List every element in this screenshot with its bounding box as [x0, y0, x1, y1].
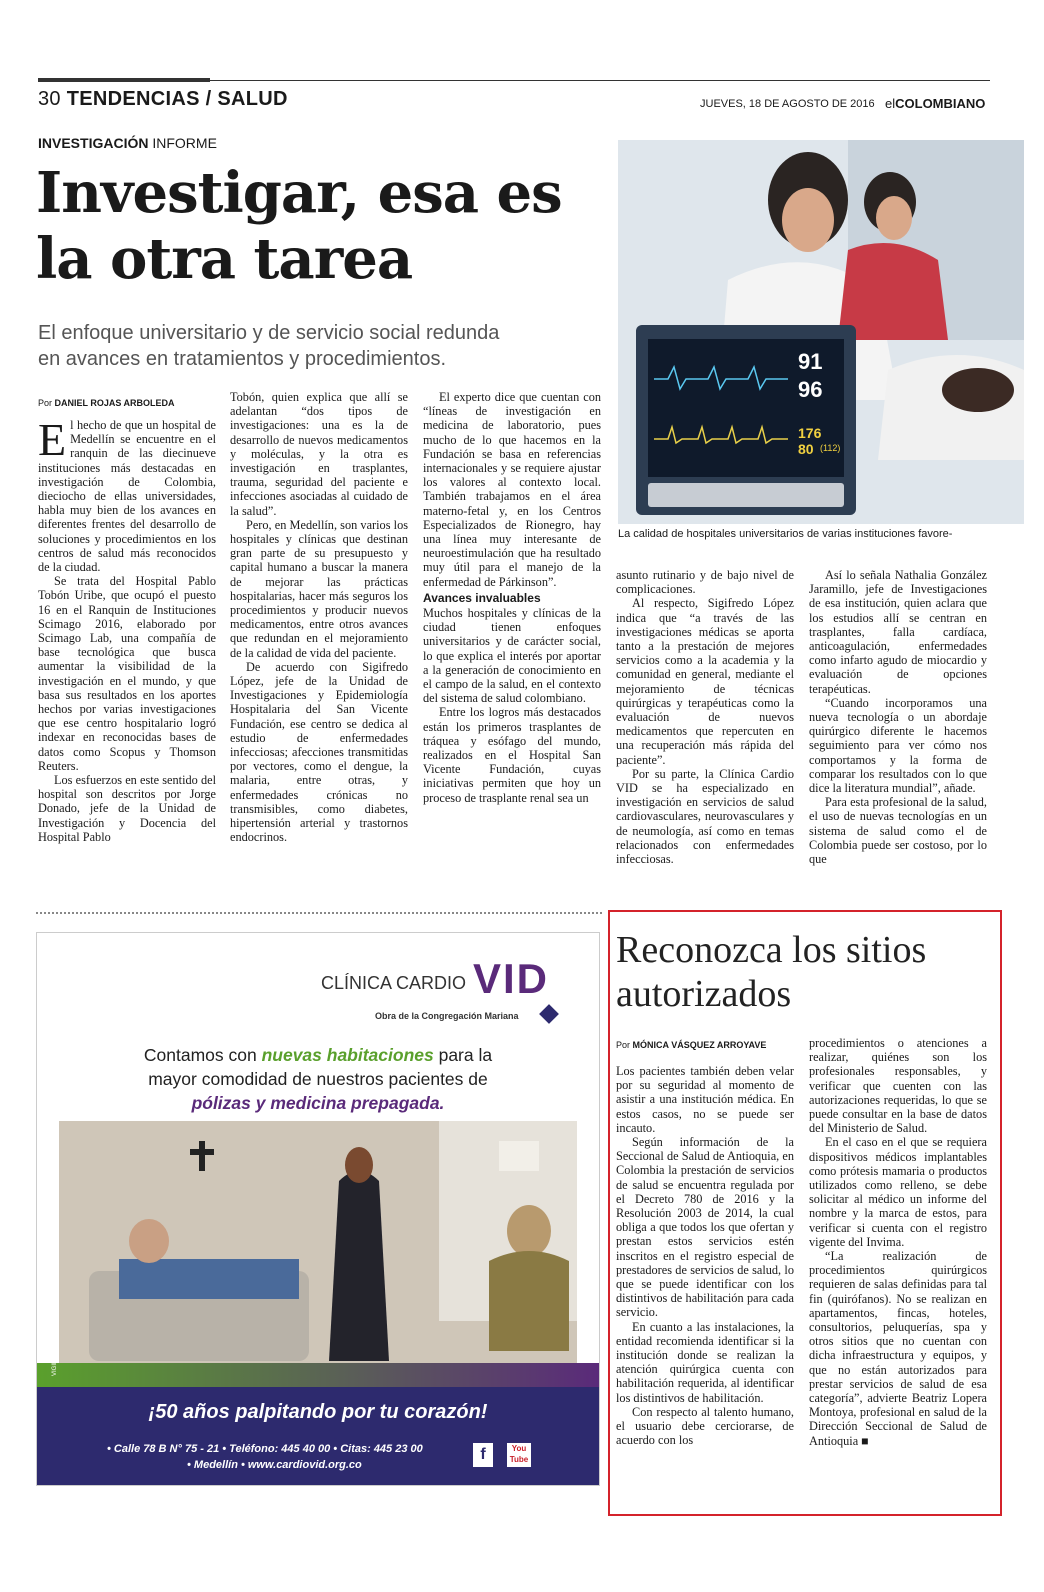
sidebar-byline: [616, 1040, 766, 1050]
issue-date: JUEVES, 18 DE AGOSTO DE 2016: [700, 98, 875, 110]
sidebar-column-1: [616, 1064, 794, 1447]
brand-prefix: el: [885, 96, 896, 111]
ad-text: Contamos con: [143, 1045, 262, 1065]
article-kicker: [38, 135, 217, 151]
sidebar-headline-line-2: autorizados: [616, 973, 792, 1015]
article-subhead: Avances invaluables: [423, 590, 541, 605]
article-paragraph: En cuanto a las instalaciones, la entidad recomienda identificar si la institución donde se realizan la atención quirúrgica cuenta con habilitación requerida, al identificar los distintivos de habilitación.: [616, 1319, 794, 1405]
headline-line-2: la otra tarea: [36, 226, 413, 292]
ad-contact-line-2: • Medellín • www.cardiovid.org.co: [187, 1459, 362, 1471]
article-paragraph: [809, 1249, 987, 1448]
article-paragraph: Por su parte, la Clínica Cardio VID se ha especializado en investigación en servicios de salud cardiovasculares, neurovasculares y de neumología, así como en temas relacionados con enfermedades infecciosas.: [616, 766, 794, 867]
article-paragraph: Se trata del Hospital Pablo Tobón Uribe, que ocupó el puesto 16 en el Ranquin de Instituciones Scimago 2016, elaborado por Scimago Lab, una compañía de base tecnológica que busca aumentar la visibilidad de la investigación en el mundo, y que basa sus resultados en los aportes hechos por varias investigaciones que ese centro hospitalario logró indexar en reconocidas bases de datos como Scopus y Thomson Reuters.: [38, 574, 216, 773]
ad-contact-line-1: • Calle 78 B N° 75 - 21 • Teléfono: 445 40 00 • Citas: 445 23 00: [107, 1443, 423, 1455]
byline-prefix: Por: [38, 398, 53, 408]
deck-line-2: en avances en tratamientos y procedimientos.: [38, 348, 446, 370]
article-paragraph: Al respecto, Sigifredo López indica que “a través de las investigaciones médicas se aporta tanto a la prestación de mejores servicios como a la academia y la comunidad en general, mediante el mejoramiento de técnicas quirúrgicas y terapéuticas como la evaluación de nuevos medicamentos que repercuten en una recuperación más rápida del paciente”.: [616, 596, 794, 767]
article-paragraph: De acuerdo con Sigifredo López, jefe de la Unidad de Investigaciones y Epidemiología Hospitalaria del San Vicente Fundación, ese centro se dedica al estudio de enfermedades infecciosas; afecciones transmitidas por vectores, como el dengue, la malaria, entre otras, y enfermedades crónicas no transmisibles, como diabetes, hipertensión arterial y trastornos endocrinos.: [230, 659, 408, 845]
article-paragraph: Así lo señala Nathalia González Jaramillo, jefe de Investigaciones de esa institución, quien aclara que los estudios allí se centran en trasplantes, falla cardíaca, anticoagulación, enfermedades como infarto agudo de miocardio y evaluación de opciones terapéuticas.: [809, 568, 987, 696]
ad-color-band: [37, 1363, 599, 1387]
article-paragraph: Los esfuerzos en este sentido del hospital son descritos por Jorge Donado, jefe de la Unidad de Investigación y Docencia del Hospital Pablo: [38, 773, 216, 844]
article-column-4: [616, 568, 794, 866]
monitor-keypad: [648, 483, 844, 507]
sidebar-column-2: [809, 1036, 987, 1448]
photo-caption: La calidad de hospitales universitarios de varias instituciones favore-: [618, 528, 953, 540]
article-paragraph: Muchos hospitales y clínicas de la ciudad tienen enfoques universitarios y de carácter social, lo que explica el interés por aportar a la generación de conocimiento en el campo de la salud, en el contexto del sistema de salud colombiano.: [423, 606, 601, 706]
section-slash: /: [205, 88, 212, 110]
vid-logo-text: VID: [473, 955, 550, 1002]
end-mark-icon: ■: [861, 1433, 869, 1448]
section-header: [38, 88, 288, 111]
facebook-icon: f: [473, 1443, 493, 1467]
article-paragraph: Pero, en Medellín, son varios los hospitales y clínicas que destinan gran parte de su presupuesto y capital humano a buscar la manera de mejorar las prácticas hospitalarias, hacer más seguros los procedimientos y producir nuevos medicamentos, entre otros avances que redundan en el mejoramiento de la calidad de vida del paciente.: [230, 517, 408, 660]
monitor-value-spo2: 96: [798, 377, 823, 402]
monitor-screen: [648, 339, 844, 477]
monitor-value-dia: 80: [798, 441, 814, 457]
byline-name: MÓNICA VÁSQUEZ ARROYAVE: [632, 1040, 767, 1050]
article-byline: [38, 398, 175, 408]
main-headline: [36, 160, 562, 292]
kicker-light: INFORME: [152, 135, 217, 151]
paragraph-text: l hecho de que un hospital de Medellín se encuentre en el ranquin de las diecinueve instituciones más destacadas en investigación de Colombia, dieciocho de ellas universidades, habla muy bien de los avances en diferentes frentes del desarrollo de soluciones y procedimientos en los centros de salud más reconocidos de la ciudad.: [38, 418, 216, 575]
article-paragraph: Según información de la Seccional de Salud de Antioquia, en Colombia la prestación de servicios de salud se encuentra regulada por el Decreto 780 de 2016 y la Resolución 2003 de 2014, la cual obliga a que todos los que ofertan y prestan estos servicios estén inscritos en el registro especial de prestadores de servicios de salud, lo que se puede identificar con los distintivos de habilitación para cada servicio.: [616, 1135, 794, 1320]
supersalud-label: VIGILADO Supersalud: [52, 1315, 58, 1376]
patient-monitor: [636, 325, 856, 515]
kicker-bold: INVESTIGACIÓN: [38, 135, 149, 151]
ad-message-line-3: pólizas y medicina prepagada.: [191, 1093, 445, 1113]
byline-prefix: Por: [616, 1040, 631, 1050]
ad-footer: [37, 1387, 599, 1485]
article-paragraph: Con respecto al talento humano, el usuario debe cerciorarse, de acuerdo con los: [616, 1404, 794, 1448]
ad-tagline: Obra de la Congregación Mariana: [375, 1011, 519, 1021]
cardio-vid-advertisement: [36, 932, 600, 1486]
article-paragraph: Tobón, quien explica que allí se adelantan “dos tipos de investigaciones: una es la de desarrollo de nuevos medicamentos y moléculas, y la otra es investigación en trasplantes, trauma, seguridad del paciente e infecciones asociadas al cuidado de la salud”.: [230, 390, 408, 518]
ad-text: para la: [433, 1045, 493, 1065]
youtube-icon: You Tube: [507, 1443, 531, 1467]
ad-message: [37, 1043, 599, 1115]
ad-clinic-name: CLÍNICA CARDIO: [321, 973, 467, 993]
ad-message-line-1: [37, 1043, 599, 1067]
hospital-room-photo: [59, 1121, 577, 1373]
ad-slogan: ¡50 años palpitando por tu corazón!: [148, 1401, 488, 1423]
article-column-2: [230, 390, 408, 845]
hospital-photo: [618, 140, 1024, 524]
sidebar-headline-line-1: Reconozca los sitios: [616, 929, 927, 971]
byline-name: DANIEL ROJAS ARBOLEDA: [54, 398, 175, 408]
headline-line-1: Investigar, esa es: [36, 160, 562, 226]
masthead-rule: [38, 80, 990, 81]
drop-cap: E: [38, 414, 67, 465]
monitor-value-hr: 91: [798, 349, 823, 374]
section-divider: [36, 912, 602, 914]
article-column-1: [38, 414, 216, 844]
ad-highlight-green: nuevas habitaciones: [261, 1045, 434, 1065]
article-paragraph: Los pacientes también deben velar por su seguridad al momento de asistir a una institución médica. En estos casos, no se puede ser incauto.: [616, 1064, 794, 1135]
monitor-value-map: (112): [820, 443, 841, 453]
article-paragraph: Para esta profesional de la salud, el uso de nuevas tecnologías en un sistema de salud como el de Colombia puede ser costoso, por lo que: [809, 795, 987, 867]
ad-message-line-2: mayor comodidad de nuestros pacientes de: [148, 1069, 488, 1089]
article-column-5: [809, 568, 987, 866]
article-paragraph: Entre los logros más destacados están los primeros trasplantes de tráquea y esófago del mundo, realizados en el Hospital San Vicente Fundación, cuyas iniciativas permiten que hoy un proceso de trasplante renal sea un: [423, 705, 601, 805]
brand-name: COLOMBIANO: [895, 96, 986, 111]
article-paragraph: El experto dice que cuentan con “líneas de investigación en medicina de laboratorio, pues mucho de lo que hacemos en la Fundación se basa en referencias internacionales y se requiere ajustar los valores al contexto local. También trabajamos en el área materno-fetal y, en los Centros Especializados de Rionegro, hay una línea muy interesante de neuroestimulación que ha resultado muy útil para el manejo de la enfermedad de Párkinson”.: [423, 390, 601, 589]
newspaper-brand: [885, 96, 985, 111]
article-paragraph: procedimientos o atenciones a realizar, quiénes son los profesionales responsables, y verificar que cuenten con las autorizaciones requeridas, lo que se puede consultar en la base de datos del Ministerio de Salud.: [809, 1036, 987, 1136]
article-deck: [38, 320, 499, 372]
article-paragraph: [38, 414, 216, 575]
vid-logo: [473, 955, 549, 1003]
article-paragraph: “Cuando incorporamos una nueva tecnología o un abordaje quirúrgico diferente le hacemos seguimiento para ver cómo nos comportamos y la forma de comparar los resultados con lo que dice la literatura mundial”, añade.: [809, 695, 987, 796]
deck-line-1: El enfoque universitario y de servicio social redunda: [38, 322, 500, 344]
hospital-room-illustration: [59, 1121, 577, 1373]
sidebar-headline: [616, 928, 926, 1016]
page-number: 30: [38, 88, 61, 110]
congregation-emblem-icon: [539, 1004, 559, 1024]
paragraph-text: “La realización de procedimientos quirúrgicos requieren de salas definidas para tal fin (quirófanos). No se realizan en apartamentos, fincas, hoteles, consultorios, peluquerías, spa y otros sitios que no cuentan con dicha infraestructura y equipos, y que no están autorizados para prestar servicios de salud de esa categoría”, advierte Beatriz Lopera Montoya, profesional en salud de la Dirección Seccional de Salud de Antioquia: [809, 1249, 987, 1448]
article-paragraph: asunto rutinario y de bajo nivel de complicaciones.: [616, 568, 794, 597]
subsection-name: SALUD: [217, 88, 288, 110]
article-paragraph: En el caso en el que se requiera dispositivos médicos implantables como prótesis mamaria o productos utilizados como relleno, se debe solicitar al médico un informe del nombre y la marca de estos, para verificar si cuenta con el registro vigente del Invima.: [809, 1135, 987, 1249]
article-column-3: [423, 390, 601, 805]
section-name: TENDENCIAS: [66, 88, 200, 110]
monitor-value-sys: 176: [798, 425, 822, 441]
